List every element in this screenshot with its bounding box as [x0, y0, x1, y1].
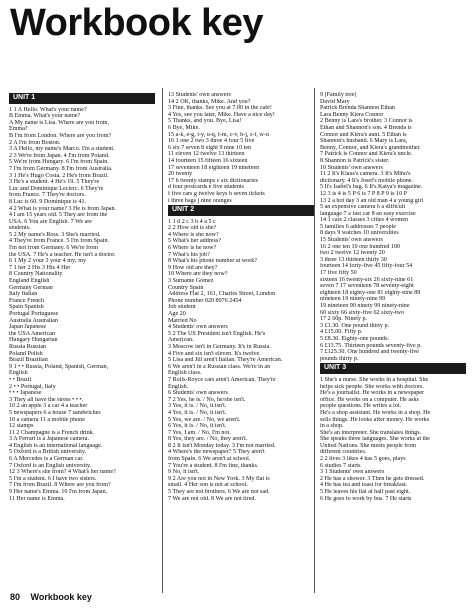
- answer-line: Job student: [168, 304, 196, 311]
- answer-line: in a shop.: [320, 423, 344, 430]
- answer-line: dictionary. 4 It's Josef's mobile phone.: [320, 177, 414, 184]
- answer-line: Australia Australian: [9, 317, 58, 324]
- answer-line: 9 How old are they?: [168, 264, 218, 271]
- answer-line: Patrick Brenda Shannon Ethan: [320, 105, 395, 112]
- answer-line: 15 a-k, e-g, i-y, u-q, f-m, c-v, h-j, s-f, w-u: [168, 131, 269, 138]
- answer-line: Shannon's husband. 6 Mary is Lara,: [320, 138, 408, 145]
- answer-line: 5 Oxford is a British university.: [9, 449, 87, 456]
- answer-line: English: [9, 370, 28, 377]
- column-2: [168, 92, 314, 502]
- answer-line: 5 He leaves his flat at half past eight.: [320, 489, 411, 496]
- page-footer: [10, 592, 100, 602]
- answer-line: 3 A Hello, my name's Marco. I'm a student.: [9, 146, 115, 153]
- answer-line: 5 newspapers 6 a house 7 sandwiches: [9, 409, 101, 416]
- answer-line: 11 eleven 12 twelve 13 thirteen: [168, 151, 245, 158]
- answer-line: 6 A Mercedes is a German car.: [9, 456, 84, 463]
- answer-line: He's a shop assistant. He works in a shop. He: [320, 409, 431, 416]
- answer-line: people questions. He writes a lot.: [320, 403, 402, 410]
- answer-line: 1 1 A Hello. What's your name?: [9, 106, 87, 113]
- answer-line: 2 2 How old is she?: [168, 225, 217, 232]
- column-1-top-lines: [9, 107, 155, 364]
- answer-line: 12 3 is 4 is 5 P 6 is 7 P 8 P 9 is 10 P: [320, 190, 408, 197]
- answer-line: 15 Students' own answers: [320, 237, 383, 244]
- answer-line: sixteen 16 twenty-six 26 sixty-nine 61: [320, 276, 414, 283]
- answer-line: 2 2 lives 3 likes 4 has 5 goes, plays: [320, 456, 406, 463]
- unit-1-header: UNIT 1: [9, 93, 155, 104]
- column-3b-lines: [320, 377, 466, 502]
- column-3: [320, 92, 466, 502]
- column-2-lines: [168, 92, 314, 204]
- answer-line: 5 It's Isabel's bag. 6 It's Katya's magazine.: [320, 184, 423, 191]
- page-title: Workbook key: [10, 2, 264, 44]
- answer-line: 5 2 The US President isn't English. He's: [168, 330, 266, 337]
- answer-line: 7 Rolls-Royce cars aren't American. They're: [168, 376, 276, 383]
- answer-line: eighteen 18 eighty-one 81 eighty-nine 89: [320, 289, 421, 296]
- answer-line: i three bags j nine oranges: [168, 197, 232, 204]
- answer-line: American.: [168, 337, 194, 344]
- answer-line: 5 an expensive camera 6 a difficult: [320, 204, 406, 211]
- answer-line: pounds thirty p.: [320, 355, 359, 362]
- answer-line: 5 We're from Hungary. 6 I'm from Spain.: [9, 159, 109, 166]
- answer-line: sells things. He looks after money. He works: [320, 416, 430, 423]
- answer-line: Portugal Portuguese: [9, 311, 59, 317]
- answer-line: Married No: [168, 317, 197, 324]
- answer-line: from France. 7 They're doctors.: [9, 192, 86, 199]
- answer-line: 5 2 My name's Ross. 3 She's married.: [9, 231, 101, 238]
- answer-line: 10 Students' own answers: [320, 164, 383, 171]
- answer-line: 2 A I'm from Boston.: [9, 139, 61, 146]
- answer-line: 3 They all have the stress • • •.: [9, 396, 84, 403]
- answer-line: 6 We aren't in a Russian class. We're in an: [168, 363, 271, 370]
- answer-line: Lara Benny Kiera Connor: [320, 111, 384, 118]
- answer-line: 17 five fifty 50: [320, 270, 357, 277]
- answer-line: 5 Yes, we are. / No, we aren't.: [168, 416, 241, 423]
- answer-line: 4 2 What is your name? 3 He is from Japan.: [9, 205, 117, 212]
- answer-line: 4 Students' own answers: [168, 324, 228, 331]
- answer-line: different countries.: [320, 449, 367, 456]
- answer-line: She speaks three languages. She works at the: [320, 436, 430, 443]
- column-3-lines: [320, 92, 466, 362]
- answer-line: 3 1 Students' own answers: [320, 469, 385, 476]
- answer-line: nineteen 19 ninety-nine 99: [320, 296, 386, 303]
- answer-line: 7 You're a student. 8 I'm fine, thanks.: [168, 462, 259, 469]
- answer-line: 6 He goes to work by bus. 7 He starts: [320, 495, 412, 502]
- answer-line: 4 £15.00. Fifty p.: [320, 329, 363, 336]
- answer-line: 9 1 • • Russia, Poland, Spanish, German,: [9, 363, 109, 370]
- answer-line: 7 2 Yes, he is. / No, he/she isn't.: [168, 396, 246, 403]
- unit-3-header: UNIT 3: [320, 363, 466, 374]
- answer-line: 4 Where is she now?: [168, 231, 219, 238]
- answer-line: 2 • • Portugal, Italy: [9, 383, 56, 390]
- answer-line: from Spain. 6 We aren't at school.: [168, 456, 251, 463]
- answer-line: France French: [9, 297, 45, 304]
- answer-line: She's an interpreter. She translates things.: [320, 429, 422, 436]
- answer-line: 14 2 OK, thanks, Mike. And you?: [168, 98, 251, 105]
- answer-line: 4 They're from France. 5 I'm from Spain.: [9, 238, 110, 245]
- answer-line: 10 a camera 11 a mobile phone: [9, 416, 85, 423]
- answer-line: Benny, Connor, and Kiera's grandmother.: [320, 144, 421, 151]
- answer-line: 7 We are not old. 8 We are not tired.: [168, 495, 256, 502]
- answer-line: 1 1 d 2 c 3 b 4 a 5 c: [168, 218, 216, 225]
- answer-line: Poland Polish: [9, 350, 43, 357]
- answer-line: 7 Patrick is Connor and Kiera's uncle.: [320, 151, 413, 158]
- answer-line: two 2 twelve 12 twenty 20: [320, 250, 385, 257]
- answer-line: 9 [Family tree]: [320, 92, 357, 98]
- answer-line: 3 A Ferrari is a Japanese camera.: [9, 436, 90, 443]
- answer-line: 11 2 Champagne is a French drink.: [9, 429, 95, 436]
- answer-line: 5 I'm a student. 6 I have two sisters.: [9, 475, 97, 482]
- answer-line: 5 Lisa and Jill aren't Italian. They're American.: [168, 357, 283, 364]
- answer-line: English.: [168, 383, 189, 390]
- answer-line: office. He works on a computer. He asks: [320, 396, 419, 403]
- answer-line: small. 4 Her son is not at school.: [168, 482, 248, 489]
- answer-line: Spain Spanish: [9, 304, 44, 311]
- answer-line: 8 Shannon is Patrick's sister.: [320, 157, 390, 164]
- answer-line: Country Spain: [168, 284, 204, 291]
- answer-line: 3 Yes, it is. / No, it isn't.: [168, 403, 227, 410]
- answer-line: 6 six 7 seven 8 eight 9 nine 10 ten: [168, 144, 252, 151]
- answer-line: B Emma. What's your name?: [9, 113, 81, 120]
- answer-line: Germany German: [9, 284, 53, 291]
- answer-line: • • Brazil: [9, 376, 32, 383]
- answer-line: 4 Where's the newspaper? 5 They aren't: [168, 449, 265, 456]
- answer-line: 2 He has a shower. 3 Then he gets dressed.: [320, 475, 425, 482]
- answer-line: 17 b twenty stamps c six dictionaries: [168, 177, 259, 184]
- column-2b-lines: [168, 219, 314, 503]
- unit-2-header: UNIT 2: [168, 205, 314, 216]
- answer-line: 6 Yes, it is. / No, it isn't.: [168, 423, 227, 430]
- answer-line: A My name is Lisa. Where are you from,: [9, 119, 110, 126]
- answer-line: Phone number 020 8976 2454: [168, 297, 242, 304]
- answer-line: 11 Her name is Emma.: [9, 495, 65, 502]
- answer-line: 6 Where is he now?: [168, 245, 217, 252]
- answer-line: 12 3 Where's she from? 4 What's her name?: [9, 469, 116, 476]
- answer-line: Russia Russian: [9, 343, 47, 350]
- answer-line: 5 families 6 addresses 7 people: [320, 223, 396, 230]
- answer-line: students.: [9, 225, 31, 232]
- answer-line: Luc and Dominique Leclerc. 6 They're: [9, 185, 104, 192]
- answer-line: Age 20: [168, 311, 186, 317]
- answer-line: 16 1 one 2 two 3 three 4 four 5 five: [168, 138, 255, 145]
- answer-line: Connor and Kiera's aunt. 5 Ethan is: [320, 131, 407, 138]
- answer-line: Italy Italian: [9, 291, 38, 298]
- answer-line: 5 They are not brothers. 6 We are not sad.: [168, 489, 270, 496]
- answer-line: 3 Surname Gómez: [168, 278, 214, 285]
- answer-line: fourteen 14 forty-five 45 fifty-four 54: [320, 263, 413, 270]
- answer-line: 7 I'm from Germany. 8 I'm from Australia.: [9, 165, 113, 172]
- answer-line: 17 2 60p. Ninety p.: [320, 316, 368, 323]
- footer-label: Workbook key: [30, 592, 92, 602]
- answer-line: helps sick people. She works with doctors.: [320, 383, 424, 390]
- answer-line: Hungary Hungarian: [9, 337, 58, 344]
- answer-line: Brazil Brazilian: [9, 357, 48, 364]
- answer-line: 8 Luc is 60. 9 Dominique is 41.: [9, 198, 87, 205]
- answer-line: f five cars g twelve keys h seven tickets: [168, 190, 265, 197]
- answer-line: 9 Her name's Emma. 10 I'm from Japan.: [9, 489, 108, 496]
- answer-line: • • • Japanese: [9, 390, 42, 397]
- answer-line: 6 studies 7 starts: [320, 462, 361, 469]
- answer-line: 4 He has tea and toast for breakfast.: [320, 482, 408, 489]
- answer-line: 5 What's her address?: [168, 238, 221, 245]
- answer-line: Ethan and Shannon's son. 4 Brenda is: [320, 124, 412, 131]
- answer-line: 1 She's a nurse. She works in a hospital. She: [320, 376, 429, 383]
- answer-line: seven 7 17 seventeen 78 seventy-eight: [320, 283, 414, 290]
- answer-line: 9 No, it isn't.: [168, 469, 200, 476]
- answer-line: 13 Students' own answers: [168, 92, 231, 98]
- answer-line: 7 I'm from Brazil. 8 Where are you from?: [9, 482, 111, 489]
- answer-line: 5 Thanks, and you. Bye, Lisa!: [168, 118, 242, 125]
- answer-line: 5 £8.30. Eighty-one pounds.: [320, 335, 390, 342]
- page-number: 80: [10, 592, 21, 602]
- column-1: [9, 92, 155, 502]
- answer-line: 60 sixty 66 sixty-five 62 sixty-two: [320, 309, 405, 316]
- answer-line: David Mary: [320, 98, 350, 105]
- answer-line: USA. 6 You are English. 7 We are: [9, 218, 93, 225]
- answer-line: 7 Oxford is an English university.: [9, 462, 92, 469]
- answer-line: United Nations. She meets people from: [320, 442, 417, 449]
- answer-line: 6 £13.75. Thirteen pounds seventy-five p.: [320, 342, 422, 349]
- answer-line: 16 2 one ten 10 one hundred 100: [320, 243, 401, 250]
- answer-line: 6 1 My 2 your 3 your 4 my; my: [9, 258, 87, 265]
- answer-line: 4 Yes, see you later, Mike. Have a nice day!: [168, 111, 275, 118]
- answer-line: 3 £1.30. One pound thirty p.: [320, 322, 390, 329]
- answer-line: 20 twenty: [168, 171, 193, 178]
- answer-line: 3 He's a student. 4 He's 19. 5 They're: [9, 179, 100, 186]
- answer-line: 8 Yes, they are. / No, they aren't.: [168, 436, 248, 443]
- answer-line: B I'm from London. Where are you from?: [9, 132, 112, 139]
- answer-line: 8 What's his phone number at work?: [168, 258, 257, 265]
- answer-line: 6 Students' own answers: [168, 390, 228, 397]
- answer-line: He's a journalist. He works in a newspaper: [320, 390, 424, 397]
- answer-line: 4 English is an international language.: [9, 442, 103, 449]
- answer-line: 4 Five and six isn't eleven. It's twelve.: [168, 350, 261, 357]
- answer-line: 8 Country Nationality: [9, 271, 63, 278]
- answer-line: I'm not from Germany. 6 We're from: [9, 245, 99, 252]
- answer-line: 14 1 cars 2 classes 3 cities 4 women: [320, 217, 408, 224]
- answer-line: 3 Moscow isn't in Germany. It's in Russia.: [168, 343, 271, 350]
- answer-line: 17 seventeen 18 eighteen 19 nineteen: [168, 164, 260, 171]
- answer-line: 10 2 an apple 3 a car 4 a teacher: [9, 403, 88, 410]
- answer-line: 13 2 a hot day 3 an old man 4 a young girl: [320, 197, 424, 204]
- answer-line: 7 1 her 2 His 3 His 4 Her: [9, 264, 71, 271]
- answer-line: 8 2 It isn't Monday today. 3 I'm not married.: [168, 442, 276, 449]
- answer-line: 19 nineteen 90 ninety 99 ninety-nine: [320, 303, 410, 309]
- answer-line: 14 fourteen 15 fifteen 16 sixteen: [168, 157, 248, 164]
- answer-line: 4 Yes, it is. / No, it isn't.: [168, 409, 227, 416]
- answer-line: 11 2 It's Klaus's camera. 3 It's Miho's: [320, 171, 411, 178]
- answer-line: the USA. 7 He's a teacher. He isn't a doctor.: [9, 251, 116, 258]
- answer-line: 2 3 We're from Japan. 4 I'm from Poland.: [9, 152, 110, 159]
- answer-line: 8 days 9 watches 10 universities: [320, 230, 399, 237]
- column-divider: [162, 88, 163, 593]
- answer-line: language 7 a fast car 8 an easy exercise: [320, 210, 416, 217]
- answer-line: Japan Japanese: [9, 324, 47, 331]
- answer-line: 3 three 13 thirteen thirty 30: [320, 256, 387, 263]
- answer-line: 10 Where are they now?: [168, 271, 228, 278]
- answer-line: 4 I am 15 years old. 5 They are from the: [9, 212, 108, 219]
- answer-line: England English: [9, 278, 50, 285]
- answer-line: 12 stamps: [9, 423, 34, 430]
- answer-line: 2 Benny is Lara's brother. 3 Connor is: [320, 118, 413, 125]
- answer-line: Address Flat 2, 161, Charles Street, London: [168, 291, 276, 298]
- column-1-bottom-lines: [9, 364, 155, 502]
- answer-line: 6 Bye, Mike.: [168, 124, 200, 131]
- answer-line: Emma?: [9, 126, 28, 133]
- answer-line: d four postcards e five students: [168, 184, 244, 191]
- answer-line: 7 £125.30. One hundred and twenty-five: [320, 349, 419, 356]
- answer-line: 7 What's his job?: [168, 251, 210, 258]
- answer-line: the USA American: [9, 330, 56, 337]
- answer-line: 3 1 He's Hugo Costa. 2 He's from Brazil.: [9, 172, 109, 179]
- answer-line: English class.: [168, 370, 202, 377]
- answer-line: 9 2 Are you not in New York. 3 My flat is: [168, 475, 270, 482]
- answer-line: 3 Fine, thanks. See you at 7.00 in the café!: [168, 105, 272, 112]
- column-divider: [314, 88, 315, 593]
- answer-line: 7 Yes, I am. / No, I'm not.: [168, 429, 231, 436]
